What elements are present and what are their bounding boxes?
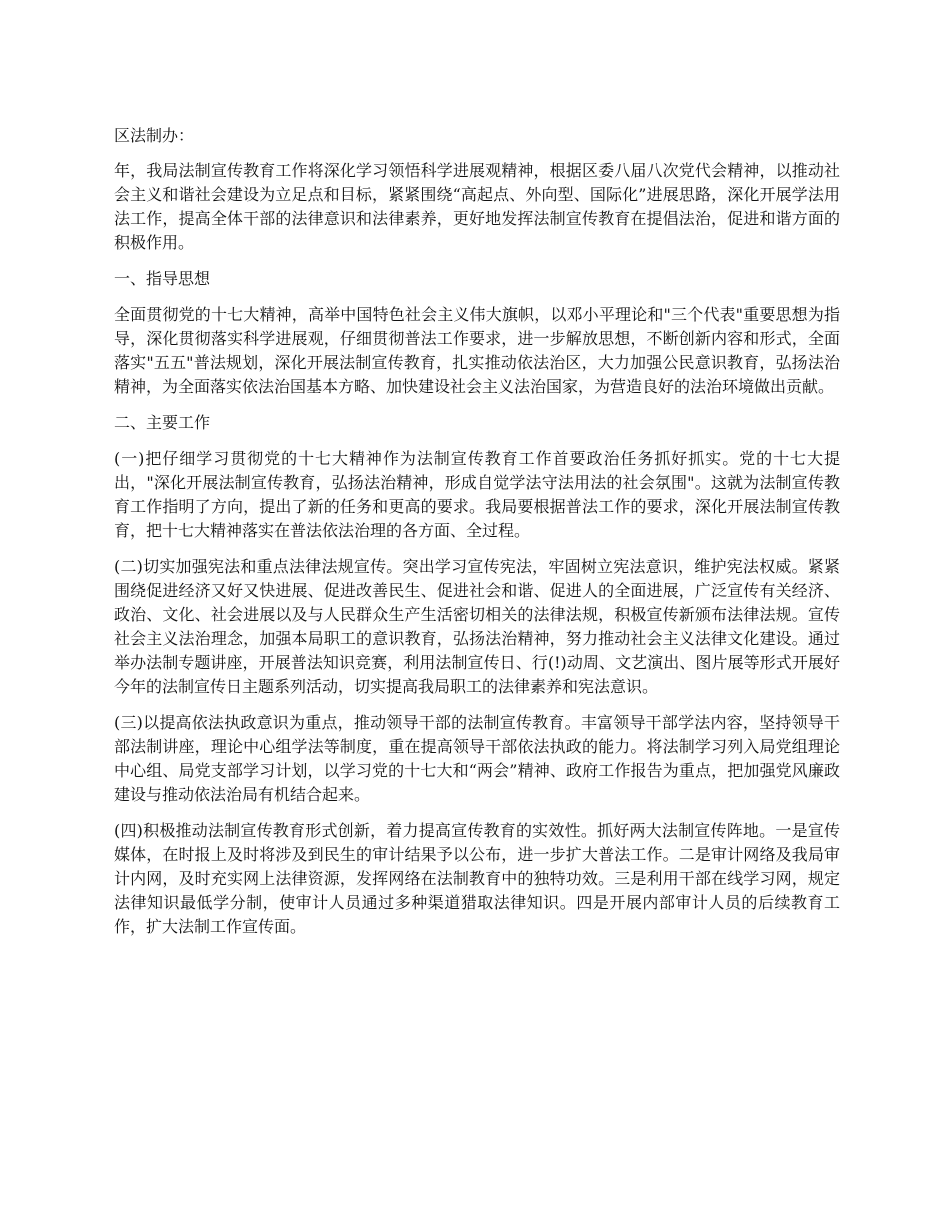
intro-paragraph: 年，我局法制宣传教育工作将深化学习领悟科学进展观精神，根据区委八届八次党代会精神，以推动社会主义和谐社会建设为立足点和目标，紧紧围绕“高起点、外向型、国际化”进展思路，深化开展学法用法工作，提高全体干部的法律意识和法律素养，更好地发挥法制宣传教育在提倡法治，促进和谐方面的积极作用。 (114, 161, 840, 252)
section-heading-guiding-ideology: 一、指导思想 (114, 269, 211, 288)
document-body (114, 124, 840, 951)
main-work-item-4: (四)积极推动法制宣传教育形式创新，着力提高宣传教育的实效性。抓好两大法制宣传阵地。一是宣传媒体，在时报上及时将涉及到民生的审计结果予以公布，进一步扩大普法工作。二是审计网络及我局审计内网，及时充实网上法律资源，发挥网络在法制教育中的独特功效。三是利用干部在线学习网，规定法律知识最低学分制，使审计人员通过多种渠道猎取法律知识。四是开展内部审计人员的后续教育工作，扩大法制工作宣传面。 (114, 821, 840, 936)
main-work-item-1: (一)把仔细学习贯彻党的十七大精神作为法制宣传教育工作首要政治任务抓好抓实。党的十七大提出，"深化开展法制宣传教育，弘扬法治精神，形成自觉学法守法用法的社会氛围"。这就为法制宣传教育工作指明了方向，提出了新的任务和更高的要求。我局要根据普法工作的要求，深化开展法制宣传教育，把十七大精神落实在普法依法治理的各方面、全过程。 (114, 449, 840, 540)
recipient-line: 区法制办： (114, 126, 195, 145)
section-heading-main-work: 二、主要工作 (114, 413, 211, 432)
guiding-ideology-paragraph: 全面贯彻党的十七大精神，高举中国特色社会主义伟大旗帜，以邓小平理论和"三个代表"重要思想为指导，深化贯彻落实科学进展观，仔细贯彻普法工作要求，进一步解放思想，不断创新内容和形式，全面落实"五五"普法规划，深化开展法制宣传教育，扎实推动依法治区，大力加强公民意识教育，弘扬法治精神，为全面落实依法治国基本方略、加快建设社会主义法治国家，为营造良好的法治环境做出贡献。 (114, 305, 840, 396)
main-work-item-2: (二)切实加强宪法和重点法律法规宣传。突出学习宣传宪法，牢固树立宪法意识，维护宪法权威。紧紧围绕促进经济又好又快进展、促进改善民生、促进社会和谐、促进人的全面进展，广泛宣传有关经济、政治、文化、社会进展以及与人民群众生产生活密切相关的法律法规，积极宣传新颁布法律法规。宣传社会主义法治理念，加强本局职工的意识教育，弘扬法治精神，努力推动社会主义法律文化建设。通过举办法制专题讲座，开展普法知识竞赛，利用法制宣传日、行(!)动周、文艺演出、图片展等形式开展好今年的法制宣传日主题系列活动，切实提高我局职工的法律素养和宪法意识。 (114, 557, 840, 696)
main-work-item-3: (三)以提高依法执政意识为重点，推动领导干部的法制宣传教育。丰富领导干部学法内容，坚持领导干部法制讲座，理论中心组学法等制度，重在提高领导干部依法执政的能力。将法制学习列入局党组理论中心组、局党支部学习计划，以学习党的十七大和“两会”精神、政府工作报告为重点，把加强党风廉政建设与推动依法治局有机结合起来。 (114, 713, 840, 804)
